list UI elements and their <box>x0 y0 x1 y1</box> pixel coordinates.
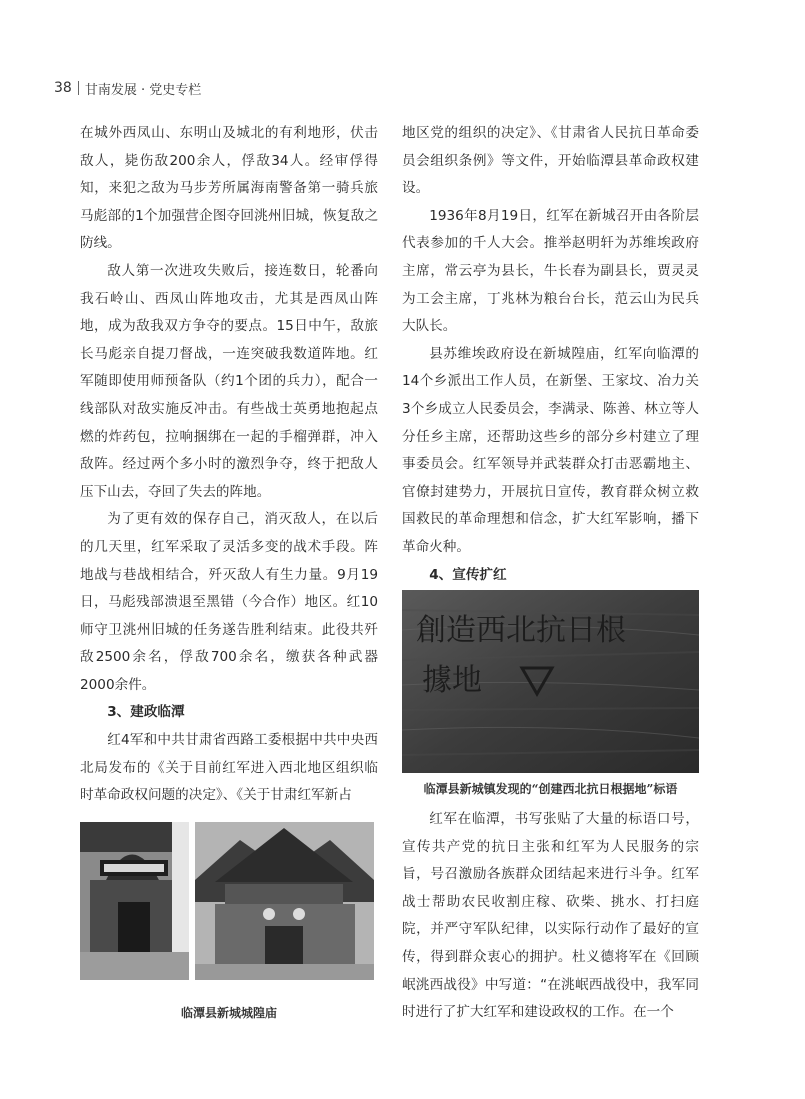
section-heading: 4、宣传扩红 <box>429 566 507 583</box>
temple-hall-photo <box>195 822 374 980</box>
temple-gate-photo <box>80 822 189 980</box>
paragraph: 红4军和中共甘肃省西路工委根据中共中央西北局发布的《关于目前红军进入西北地区组织临时革命政权问题的决定》、《关于甘肃红军新占 <box>80 732 378 804</box>
magazine-column-title: 甘南发展 · 党史专栏 <box>84 82 202 98</box>
page-number: 38 <box>54 80 72 96</box>
paragraph: 为了更有效的保存自己，消灭敌人，在以后的几天里，红军采取了灵活多变的战术手段。阵地战与巷战相结合，歼灭敌人有生力量。9月19日，马彪残部溃退至黑错（今合作）地区。红10师守卫洮州旧城的任务遂告胜利结束。此役共歼敌2500余名，俘敌700余名，缴获各种武器2000余件。 <box>80 511 378 693</box>
paragraph: 在城外西凤山、东明山及城北的有利地形，伏击敌人，毙伤敌200余人，俘敌34人。经审俘得知，来犯之敌为马步芳所属海南警备第一骑兵旅马彪部的1个加强营企图夺回洮州旧城，恢复敌之防线。 <box>80 125 378 252</box>
slogan-photo <box>402 590 699 773</box>
paragraph: 敌人第一次进攻失败后，接连数日，轮番向我石岭山、西凤山阵地攻击，尤其是西凤山阵地，成为敌我双方争夺的要点。15日中午，敌旅长马彪亲自提刀督战，一连突破我数道阵地。红军随即使用师预备队（约1个团的兵力），配合一线部队对敌实施反冲击。有些战士英勇地抱起点燃的炸药包，拉响捆绑在一起的手榴弹群，冲入敌阵。经过两个多小时的激烈争夺，终于把敌人压下山去，夺回了失去的阵地。 <box>80 262 378 500</box>
slogan-painted-text-2: 據地 <box>422 663 482 698</box>
paragraph: 地区党的组织的决定》、《甘肃省人民抗日革命委员会组织条例》等文件，开始临潭县革命政权建设。 <box>402 125 699 197</box>
paragraph: 红军在临潭，书写张贴了大量的标语口号，宣传共产党的抗日主张和红军为人民服务的宗旨，号召激励各族群众团结起来进行斗争。红军战士帮助农民收割庄稼、砍柴、挑水、打扫庭院，并严守军队纪律，以实际行动作了最好的宣传，得到群众衷心的拥护。杜义德将军在《回顾岷洮西战役》中写道：“在洮岷西战役中，我军同时进行了扩大红军和建设政权的工作。在一个 <box>402 811 699 1021</box>
slogan-photo-caption: 临潭县新城镇发现的“创建西北抗日根据地”标语 <box>423 782 678 796</box>
running-header <box>54 78 201 98</box>
slogan-painted-text-1: 創造西北抗日根 <box>416 613 626 648</box>
paragraph: 1936年8月19日，红军在新城召开由各阶层代表参加的千人大会。推举赵明轩为苏维埃政府主席，常云亭为县长，牛长春为副县长，贾灵灵为工会主席，丁兆林为粮台台长，范云山为民兵大队长。 <box>402 207 699 335</box>
header-divider <box>78 81 79 95</box>
right-text-column-bottom <box>402 806 699 1027</box>
right-text-column-top <box>402 120 699 589</box>
paragraph: 县苏维埃政府设在新城隍庙，红军向临潭的14个乡派出工作人员，在新堡、王家坟、冶力关3个乡成立人民委员会，李满录、陈善、林立等人分任乡主席，还帮助这些乡的部分乡村建立了理事委员会。红军领导并武装群众打击恶霸地主、官僚封建势力，开展抗日宣传，教育群众树立救国救民的革命理想和信念，扩大红军影响，播下革命火种。 <box>402 345 699 555</box>
temple-photo-caption: 临潭县新城城隍庙 <box>180 1006 277 1020</box>
left-text-column <box>80 120 378 810</box>
section-heading: 3、建政临潭 <box>107 704 185 721</box>
